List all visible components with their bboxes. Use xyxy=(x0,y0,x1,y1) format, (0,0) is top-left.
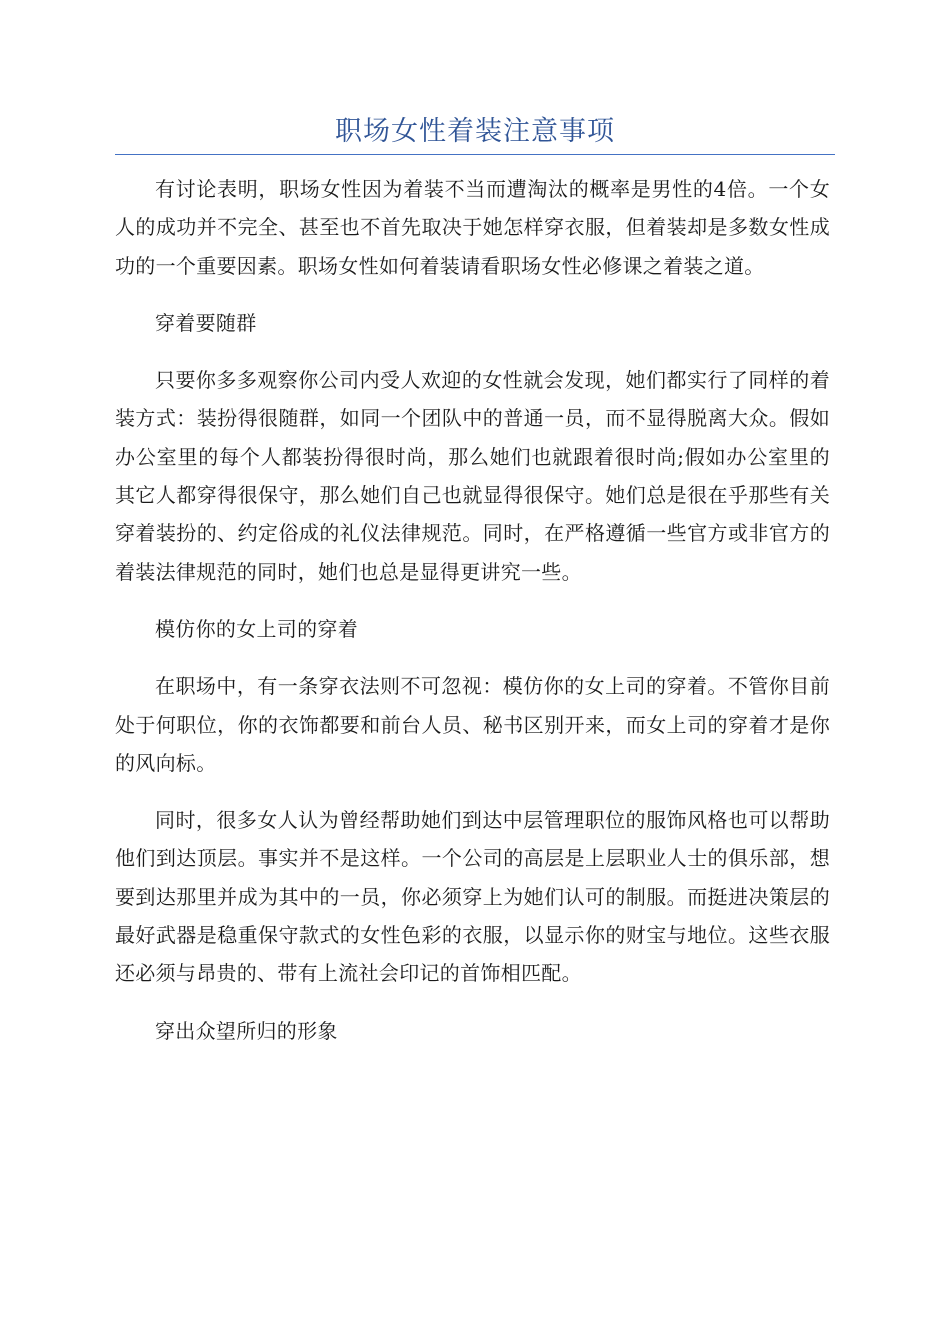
section-heading-outstanding-image: 穿出众望所归的形象 xyxy=(155,1018,338,1043)
section-heading-imitate-boss: 模仿你的女上司的穿着 xyxy=(155,616,358,641)
paragraph-dress-with-group: 只要你多多观察你公司内受人欢迎的女性就会发现，她们都实行了同样的着装方式：装扮得很随群，如同一个团队中的普通一员，而不显得脱离大众。假如办公室里的每个人都装扮得很时尚，那么她们也就跟着很时尚;假如办公室里的其它人都穿得很保守，那么她们自己也就显得很保守。她们总是很在乎那些有关穿着装扮的、约定俗成的礼仪法律规范。同时，在严格遵循一些官方或非官方的着装法律规范的同时，她们也总是显得更讲究一些。 xyxy=(115,368,830,584)
section-heading-dress-with-group: 穿着要随群 xyxy=(155,310,257,335)
page-title: 职场女性着装注意事项 xyxy=(335,116,615,147)
document-body xyxy=(115,170,830,1069)
paragraph-intro: 有讨论表明，职场女性因为着装不当而遭淘汰的概率是男性的4倍。一个女人的成功并不完全、甚至也不首先取决于她怎样穿衣服，但着装却是多数女性成功的一个重要因素。职场女性如何着装请看职场女性必修课之着装之道。 xyxy=(115,177,830,278)
paragraph-top-level: 同时，很多女人认为曾经帮助她们到达中层管理职位的服饰风格也可以帮助他们到达顶层。事实并不是这样。一个公司的高层是上层职业人士的俱乐部，想要到达那里并成为其中的一员，你必须穿上为她们认可的制服。而挺进决策层的最好武器是稳重保守款式的女性色彩的衣服，以显示你的财宝与地位。这些衣服还必须与昂贵的、带有上流社会印记的首饰相匹配。 xyxy=(115,808,830,986)
title-underline xyxy=(115,154,835,155)
paragraph-imitate-boss: 在职场中，有一条穿衣法则不可忽视：模仿你的女上司的穿着。不管你目前处于何职位，你的衣饰都要和前台人员、秘书区别开来，而女上司的穿着才是你的风向标。 xyxy=(115,674,830,775)
